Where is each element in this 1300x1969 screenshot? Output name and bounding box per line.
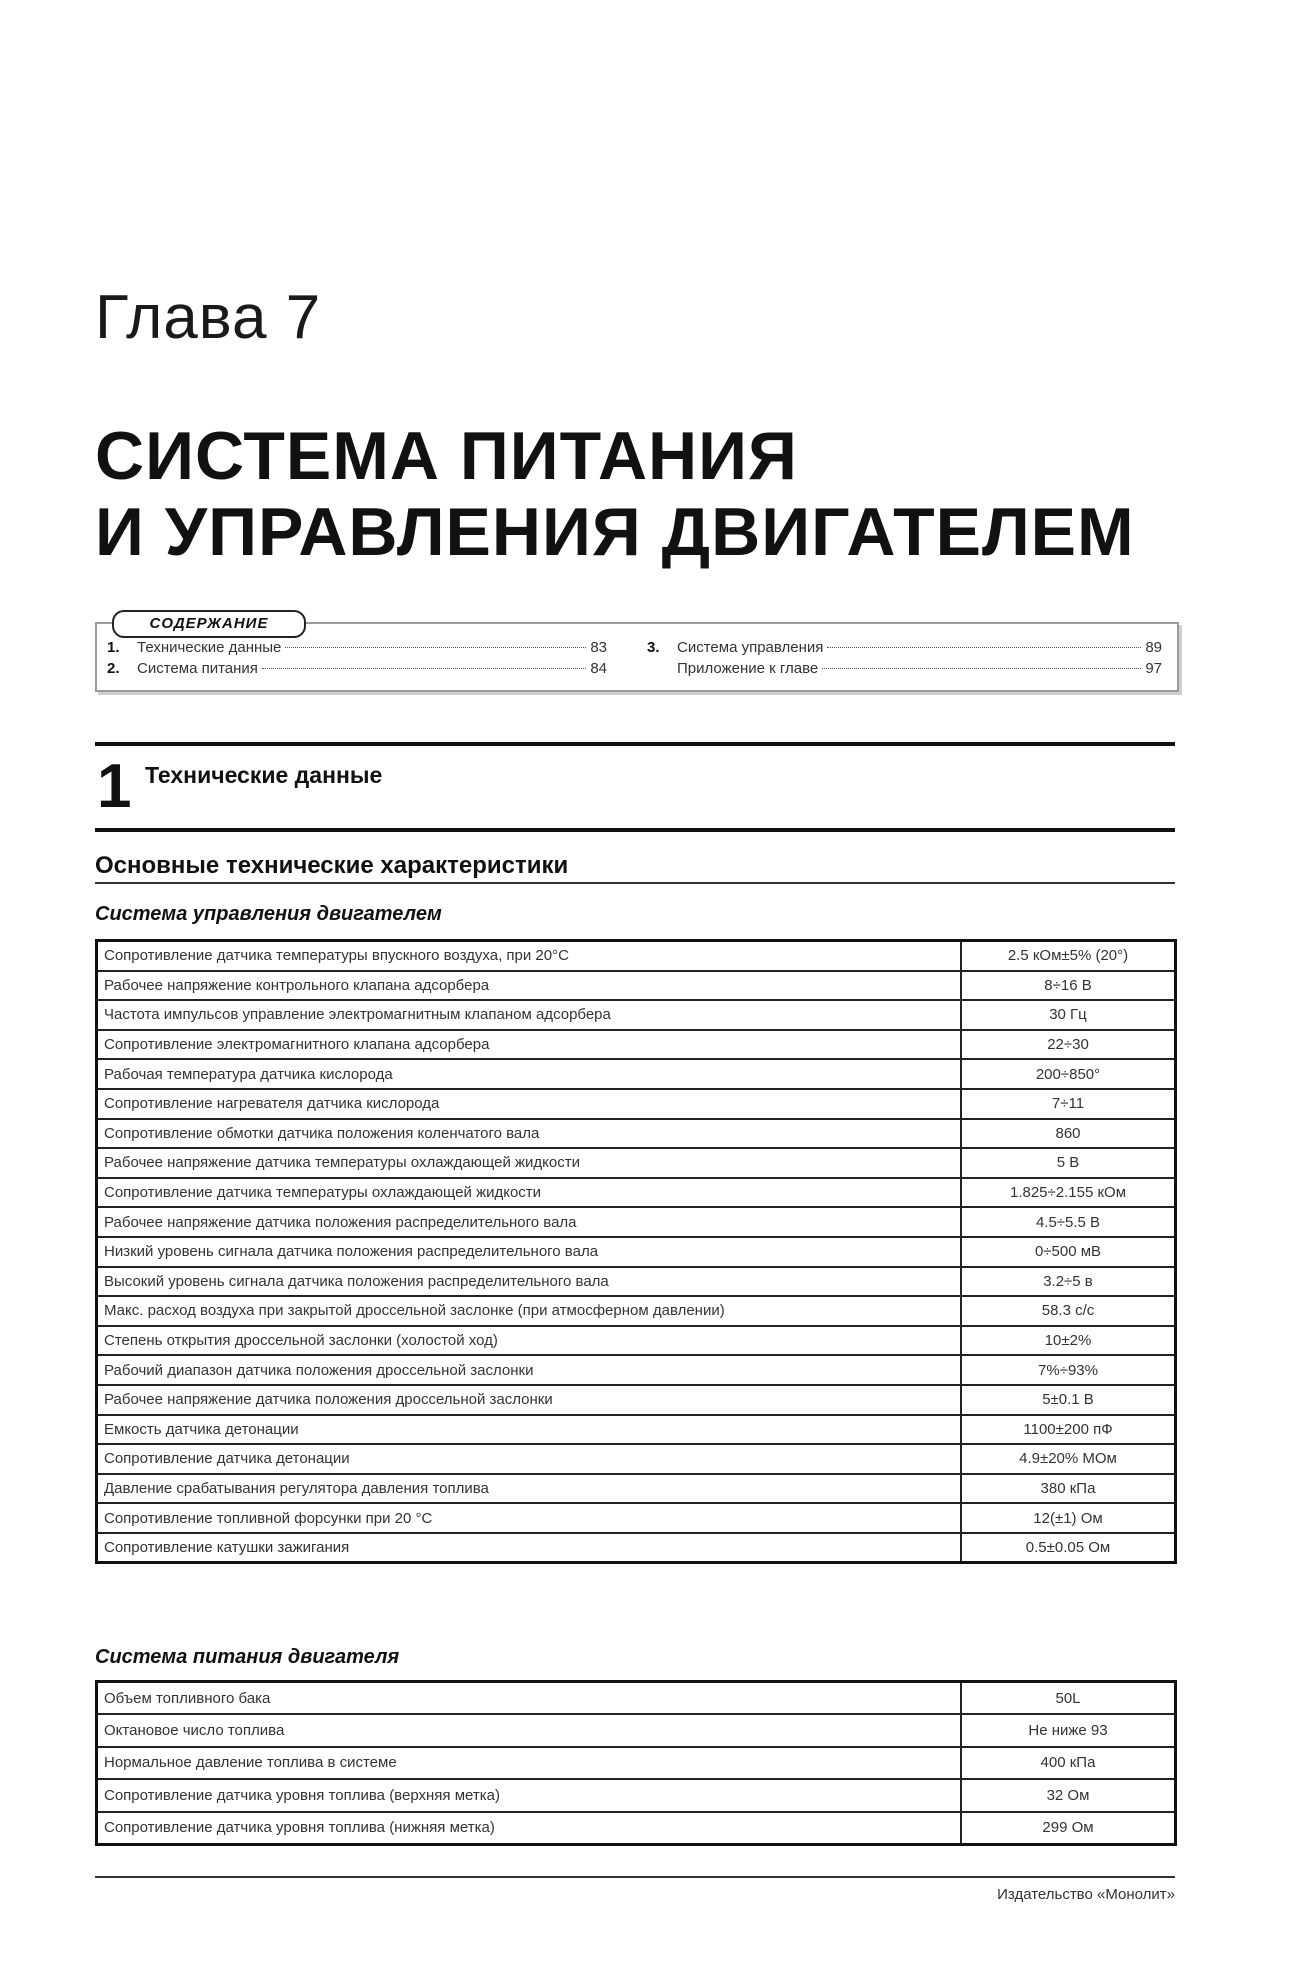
table-row: [97, 1178, 1176, 1208]
value-cell: 380 кПа: [961, 1474, 1176, 1504]
table-row: [97, 1059, 1176, 1089]
parameter-cell: Сопротивление нагревателя датчика кислорода: [97, 1089, 962, 1119]
value-cell: 12(±1) Ом: [961, 1503, 1176, 1533]
table-title-fuel-system: Система питания двигателя: [95, 1646, 400, 1668]
chapter-title: [95, 418, 1215, 570]
table-row: [97, 1714, 1176, 1746]
parameter-cell: Сопротивление катушки зажигания: [97, 1533, 962, 1563]
parameter-cell: Высокий уровень сигнала датчика положения распределительного вала: [97, 1267, 962, 1297]
value-cell: 1100±200 пФ: [961, 1415, 1176, 1445]
parameter-cell: Емкость датчика детонации: [97, 1415, 962, 1445]
spec-table-engine-control: [95, 939, 1177, 1564]
contents-item-page: 89: [1145, 639, 1162, 656]
parameter-cell: Частота импульсов управление электромагнитным клапаном адсорбера: [97, 1000, 962, 1030]
parameter-cell: Давление срабатывания регулятора давления топлива: [97, 1474, 962, 1504]
value-cell: 30 Гц: [961, 1000, 1176, 1030]
value-cell: 4.5÷5.5 В: [961, 1207, 1176, 1237]
contents-item-page: 84: [590, 660, 607, 677]
section-title: Технические данные: [145, 762, 383, 788]
table-row: [97, 1385, 1176, 1415]
table-title-engine-control: Система управления двигателем: [95, 903, 442, 925]
contents-item[interactable]: [107, 639, 607, 660]
value-cell: 4.9±20% МОм: [961, 1444, 1176, 1474]
contents-heading: СОДЕРЖАНИЕ: [112, 610, 306, 638]
table-row: [97, 1148, 1176, 1178]
table-row: [97, 1355, 1176, 1385]
parameter-cell: Сопротивление датчика температуры охлаждающей жидкости: [97, 1178, 962, 1208]
value-cell: 32 Ом: [961, 1779, 1176, 1811]
value-cell: 860: [961, 1119, 1176, 1149]
parameter-cell: Низкий уровень сигнала датчика положения распределительного вала: [97, 1237, 962, 1267]
parameter-cell: Сопротивление датчика детонации: [97, 1444, 962, 1474]
table-row: [97, 1503, 1176, 1533]
value-cell: 0÷500 мВ: [961, 1237, 1176, 1267]
table-row: [97, 1444, 1176, 1474]
parameter-cell: Степень открытия дроссельной заслонки (холостой ход): [97, 1326, 962, 1356]
parameter-cell: Рабочее напряжение датчика температуры охлаждающей жидкости: [97, 1148, 962, 1178]
contents-leader-dots: [822, 668, 1141, 669]
table-row: [97, 1779, 1176, 1811]
parameter-cell: Сопротивление датчика уровня топлива (верхняя метка): [97, 1779, 962, 1811]
value-cell: 22÷30: [961, 1030, 1176, 1060]
value-cell: 7÷11: [961, 1089, 1176, 1119]
section-rule-bottom: [95, 828, 1175, 832]
value-cell: 50L: [961, 1682, 1176, 1715]
table-row: [97, 1474, 1176, 1504]
table-row: [97, 941, 1176, 971]
value-cell: 7%÷93%: [961, 1355, 1176, 1385]
chapter-title-line-1: СИСТЕМА ПИТАНИЯ: [95, 418, 798, 494]
contents-item-number: 1.: [107, 639, 120, 656]
parameter-cell: Рабочая температура датчика кислорода: [97, 1059, 962, 1089]
parameter-cell: Нормальное давление топлива в системе: [97, 1747, 962, 1779]
contents-item-page: 83: [590, 639, 607, 656]
table-row: [97, 1237, 1176, 1267]
table-row: [97, 1207, 1176, 1237]
contents-leader-dots: [285, 647, 586, 648]
parameter-cell: Сопротивление датчика температуры впускного воздуха, при 20°С: [97, 941, 962, 971]
contents-item[interactable]: [107, 660, 607, 681]
parameter-cell: Рабочее напряжение контрольного клапана адсорбера: [97, 971, 962, 1001]
value-cell: 0.5±0.05 Ом: [961, 1533, 1176, 1563]
contents-item-text: Приложение к главе: [677, 660, 819, 677]
table-row: [97, 1296, 1176, 1326]
parameter-cell: Объем топливного бака: [97, 1682, 962, 1715]
table-row: [97, 1119, 1176, 1149]
contents-column-right: [647, 639, 1162, 681]
table-row: [97, 1812, 1176, 1845]
value-cell: 3.2÷5 в: [961, 1267, 1176, 1297]
publisher-credit: Издательство «Монолит»: [997, 1886, 1175, 1903]
value-cell: 200÷850°: [961, 1059, 1176, 1089]
table-row: [97, 1267, 1176, 1297]
parameter-cell: Рабочее напряжение датчика положения распределительного вала: [97, 1207, 962, 1237]
contents-item-number: 2.: [107, 660, 120, 677]
contents-item[interactable]: [647, 639, 1162, 660]
value-cell: 299 Ом: [961, 1812, 1176, 1845]
contents-leader-dots: [262, 668, 586, 669]
value-cell: Не ниже 93: [961, 1714, 1176, 1746]
contents-item[interactable]: [647, 660, 1162, 681]
subsection-rule: [95, 882, 1175, 884]
contents-item-number: 3.: [647, 639, 660, 656]
subsection-heading: Основные технические характеристики: [95, 852, 569, 879]
table-row: [97, 1000, 1176, 1030]
parameter-cell: Октановое число топлива: [97, 1714, 962, 1746]
table-row: [97, 1747, 1176, 1779]
contents-box: [95, 615, 1179, 692]
value-cell: 5±0.1 В: [961, 1385, 1176, 1415]
table-row: [97, 1030, 1176, 1060]
footer-rule: [95, 1876, 1175, 1878]
table-row: [97, 971, 1176, 1001]
parameter-cell: Сопротивление электромагнитного клапана адсорбера: [97, 1030, 962, 1060]
table-row: [97, 1089, 1176, 1119]
table-row: [97, 1415, 1176, 1445]
parameter-cell: Макс. расход воздуха при закрытой дроссельной заслонке (при атмосферном давлении): [97, 1296, 962, 1326]
value-cell: 8÷16 В: [961, 971, 1176, 1001]
contents-item-text: Технические данные: [137, 639, 282, 656]
contents-column-left: [107, 639, 607, 681]
value-cell: 400 кПа: [961, 1747, 1176, 1779]
parameter-cell: Сопротивление топливной форсунки при 20 °С: [97, 1503, 962, 1533]
section-number: 1: [97, 752, 132, 821]
spec-table-fuel-system: [95, 1680, 1177, 1846]
value-cell: 2.5 кОм±5% (20°): [961, 941, 1176, 971]
contents-item-text: Система управления: [677, 639, 824, 656]
value-cell: 1.825÷2.155 кОм: [961, 1178, 1176, 1208]
parameter-cell: Сопротивление обмотки датчика положения коленчатого вала: [97, 1119, 962, 1149]
value-cell: 10±2%: [961, 1326, 1176, 1356]
parameter-cell: Рабочий диапазон датчика положения дроссельной заслонки: [97, 1355, 962, 1385]
value-cell: 58.3 с/с: [961, 1296, 1176, 1326]
parameter-cell: Рабочее напряжение датчика положения дроссельной заслонки: [97, 1385, 962, 1415]
contents-item-text: Система питания: [137, 660, 258, 677]
contents-leader-dots: [827, 647, 1141, 648]
parameter-cell: Сопротивление датчика уровня топлива (нижняя метка): [97, 1812, 962, 1845]
table-row: [97, 1682, 1176, 1715]
chapter-title-line-2: И УПРАВЛЕНИЯ ДВИГАТЕЛЕМ: [95, 494, 1135, 570]
contents-item-page: 97: [1145, 660, 1162, 677]
section-rule-top: [95, 742, 1175, 746]
table-row: [97, 1326, 1176, 1356]
chapter-label: Глава 7: [95, 283, 322, 352]
value-cell: 5 В: [961, 1148, 1176, 1178]
table-row: [97, 1533, 1176, 1563]
